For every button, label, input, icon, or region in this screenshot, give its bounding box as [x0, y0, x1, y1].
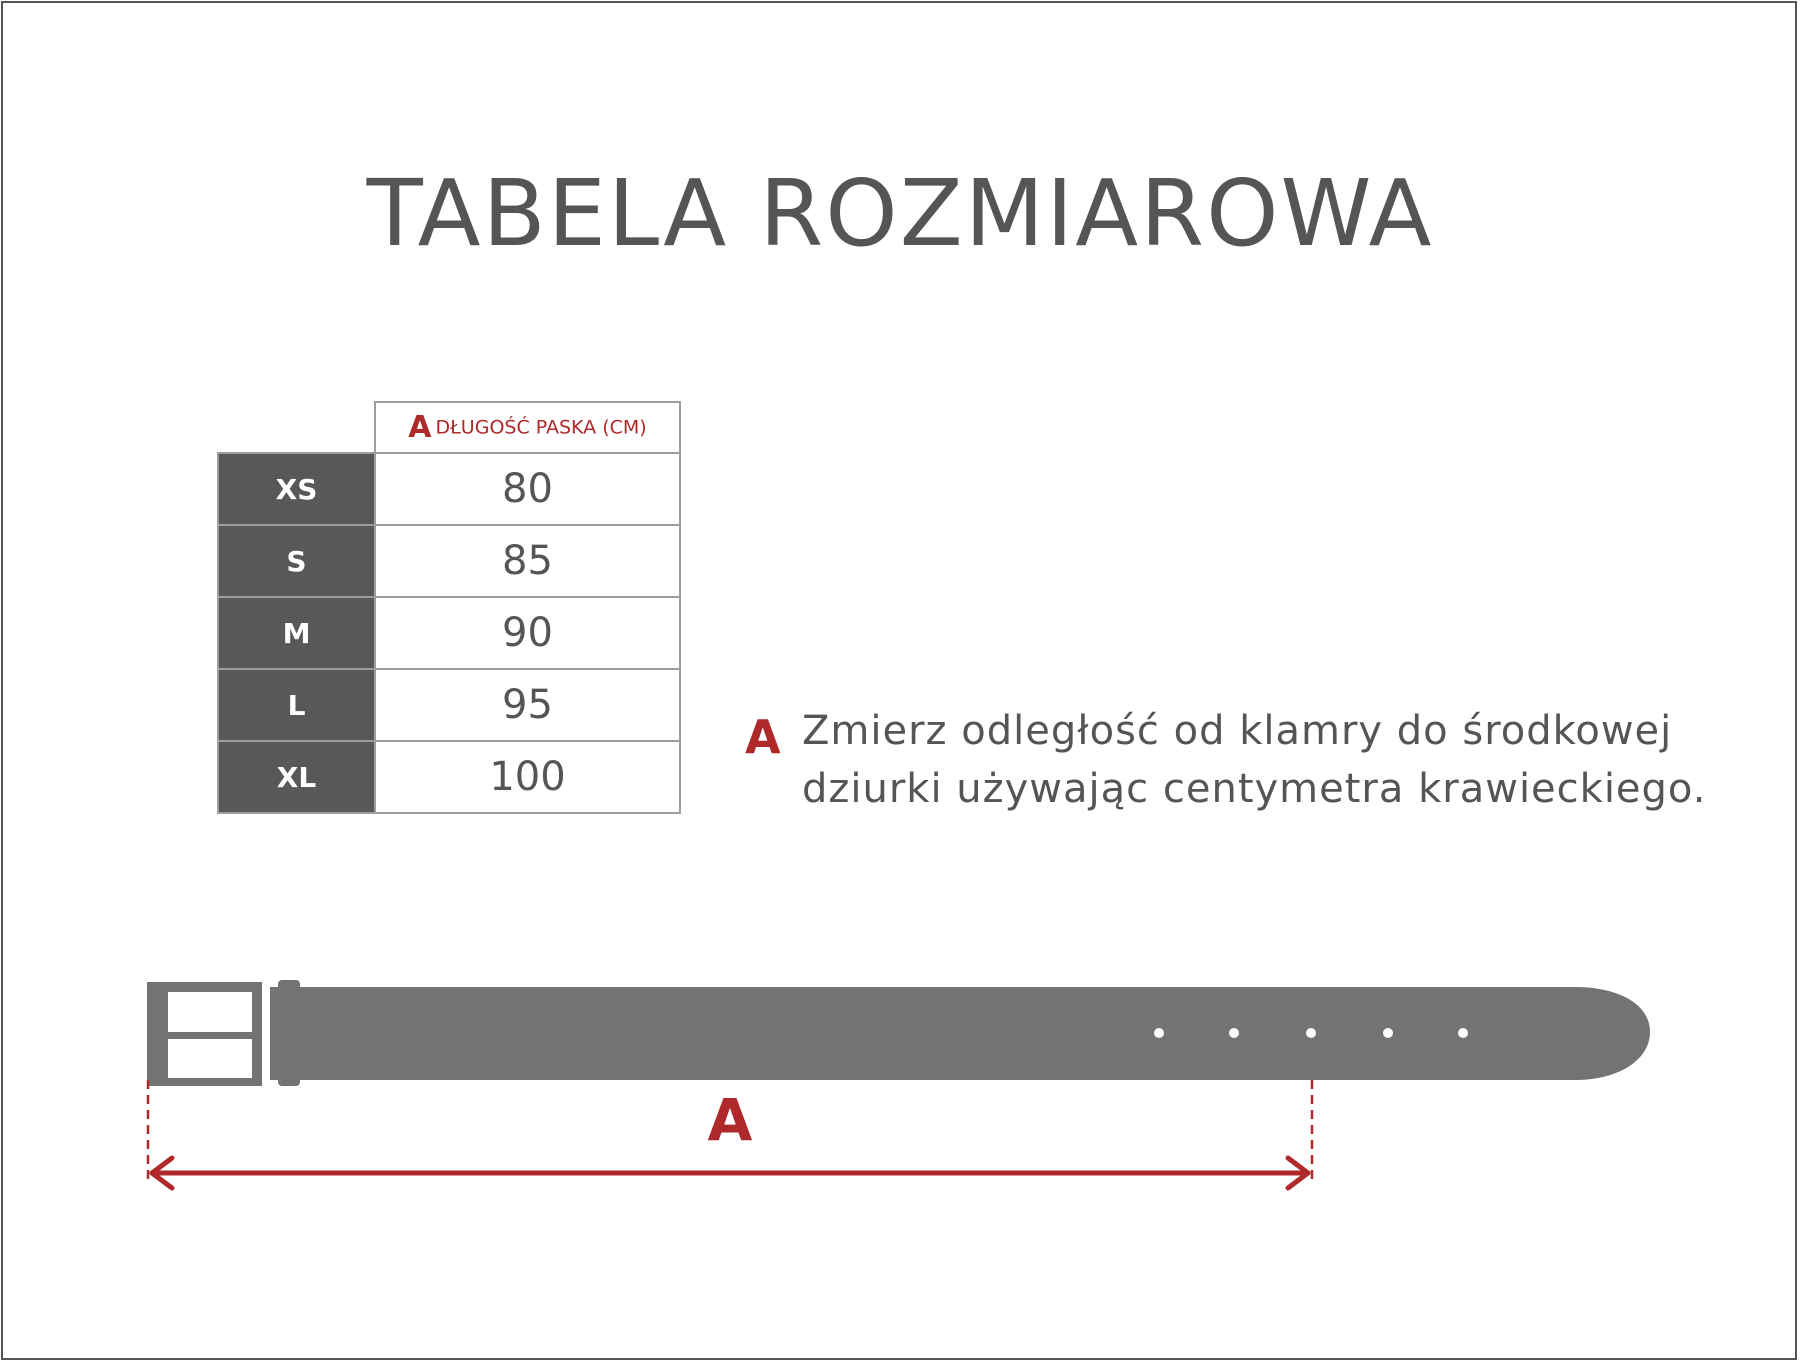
belt-hole	[1383, 1028, 1393, 1038]
size-label: M	[218, 597, 375, 669]
belt-hole-middle	[1306, 1028, 1316, 1038]
size-label: L	[218, 669, 375, 741]
table-header-row	[218, 402, 680, 453]
length-value: 90	[375, 597, 680, 669]
belt-keeper	[278, 980, 300, 1086]
belt-diagram	[0, 970, 1800, 1210]
table-row	[218, 525, 680, 597]
length-value: 95	[375, 669, 680, 741]
belt-hole	[1229, 1028, 1239, 1038]
table-row	[218, 453, 680, 525]
instruction-marker: A	[745, 710, 781, 764]
length-value: 80	[375, 453, 680, 525]
table-row	[218, 597, 680, 669]
length-value: 85	[375, 525, 680, 597]
table-row	[218, 741, 680, 813]
length-value: 100	[375, 741, 680, 813]
size-label: S	[218, 525, 375, 597]
length-dimension	[148, 1080, 1312, 1188]
belt-strap	[270, 987, 1650, 1080]
column-header	[375, 402, 680, 453]
buckle-icon	[147, 982, 262, 1086]
page-title: TABELA ROZMIAROWA	[366, 160, 1434, 267]
table-corner	[218, 402, 375, 453]
size-label: XS	[218, 453, 375, 525]
size-label: XL	[218, 741, 375, 813]
dimension-marker: A	[707, 1086, 753, 1154]
instruction-line-2: dziurki używając centymetra krawieckiego.	[802, 766, 1707, 812]
size-table	[217, 401, 681, 814]
belt-hole	[1458, 1028, 1468, 1038]
column-header-label: DŁUGOŚĆ PASKA (CM)	[435, 416, 647, 439]
column-header-marker: A	[408, 410, 432, 445]
instruction-line-1: Zmierz odległość od klamry do środkowej	[802, 708, 1673, 754]
table-row	[218, 669, 680, 741]
belt-hole	[1154, 1028, 1164, 1038]
